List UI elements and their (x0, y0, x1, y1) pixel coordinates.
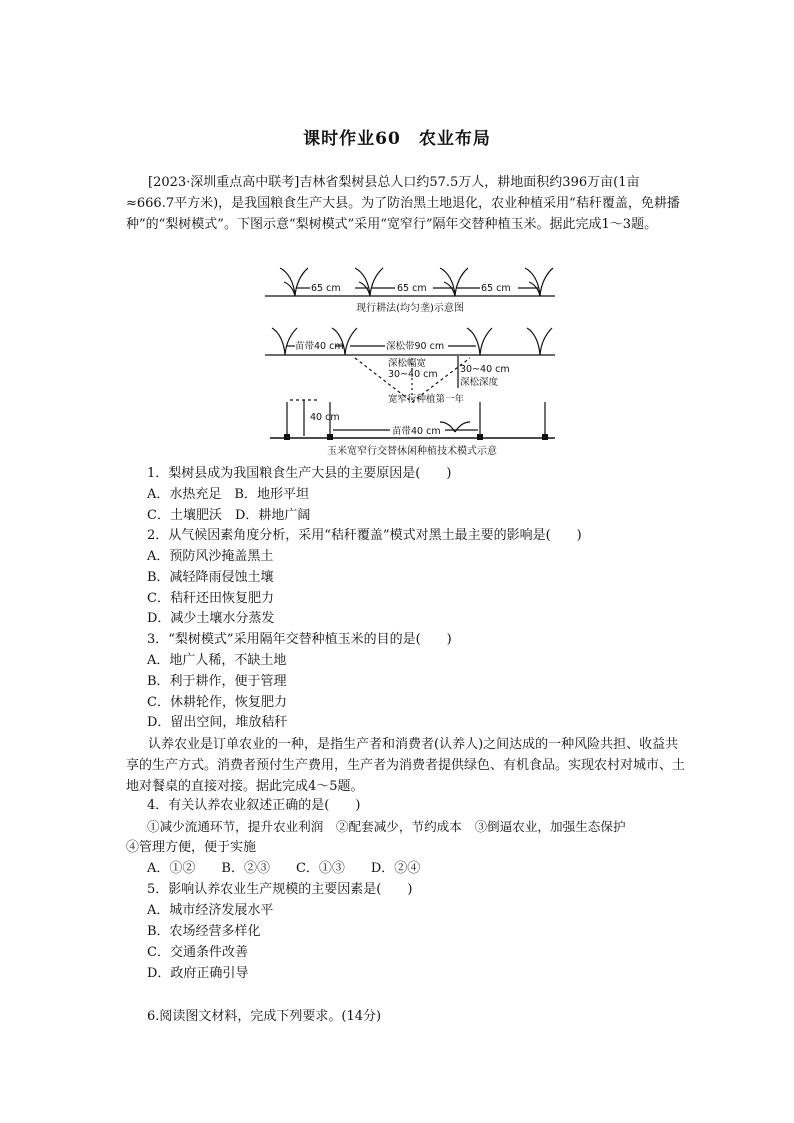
loosen-width-label: 深松幅宽 (388, 358, 427, 369)
question-4-statement-4: ④管理方便，便于实施 (126, 840, 257, 855)
question-3-option-d: D．留出空间，堆放秸秆 (147, 715, 288, 730)
distance-label: 65 cm (481, 283, 511, 294)
intro-paragraph-1: [2023·深圳重点高中联考]吉林省梨树县总人口约57.5万人，耕地面积约396万亩(1亩≈666.7平方米)，是我国粮食生产大县。为了防治黑土地退化，农业种植采用“秸秆覆盖，免耕播种”的“梨树模式”。下图示意“梨树模式”采用“宽窄行”隔年交替种植玉米。据此完成1～3题。 (126, 175, 680, 232)
question-5-stem: 5．影响认养农业生产规模的主要因素是( ) (147, 882, 413, 897)
question-2-option-b: B．减轻降雨侵蚀土壤 (147, 570, 274, 585)
question-2-option-c: C．秸秆还田恢复肥力 (147, 591, 274, 606)
question-5-option-b: B．农场经营多样化 (147, 924, 261, 939)
page-title: 课时作业60 农业布局 (303, 129, 491, 149)
question-1-options-ab: A．水热充足 B．地形平坦 (147, 487, 309, 502)
first-year-label: 宽窄行种植第一年 (388, 394, 465, 405)
question-3-stem: 3．“梨树模式”采用隔年交替种植玉米的目的是( ) (147, 632, 452, 647)
corn-plant-icon (525, 268, 553, 296)
bottom-caption: 玉米宽窄行交替休闲种植技术模式示意 (327, 446, 497, 457)
question-5-option-d: D．政府正确引导 (147, 966, 249, 981)
question-1-options-cd: C．土壤肥沃 D．耕地广阔 (147, 508, 311, 523)
question-1-stem: 1．梨树县成为我国粮食生产大县的主要原因是( ) (147, 466, 452, 481)
question-4-choices: A．①② B．②③ C．①③ D．②④ (147, 861, 421, 876)
depth-label: 深松深度 (460, 377, 499, 388)
corn-plant-icon (440, 268, 468, 296)
question-4-statements: ①减少流通环节，提升农业利润 ②配套减少，节约成本 ③倒逼农业，加强生态保护 (147, 819, 626, 834)
height-label: 40 cm (310, 412, 340, 423)
corn-plant-icon (527, 328, 552, 355)
question-2-option-a: A．预防风沙掩盖黑土 (147, 549, 274, 564)
question-2-option-d: D．减少土壤水分蒸发 (147, 611, 275, 626)
corn-planting-diagram (0, 260, 794, 460)
question-3-option-b: B．利于耕作，便于管理 (147, 674, 287, 689)
loosen-band-label: 深松带90 cm (386, 341, 445, 352)
distance-label: 65 cm (397, 283, 427, 294)
question-3-option-c: C．休耕轮作，恢复肥力 (147, 695, 287, 710)
question-5-option-c: C．交通条件改善 (147, 945, 248, 960)
seedling-band-label: 苗带40 cm (295, 341, 344, 352)
question-3-option-a: A．地广人稀，不缺土地 (147, 653, 287, 668)
loosen-width-value: 30~40 cm (388, 369, 438, 380)
corn-plant-icon (355, 268, 383, 296)
depth-value: 30~40 cm (460, 364, 510, 375)
question-5-option-a: A．城市经济发展水平 (147, 903, 274, 918)
distance-label: 65 cm (311, 283, 341, 294)
corn-plant-icon (467, 328, 492, 355)
seedling-band-label-2: 苗带40 cm (392, 426, 441, 437)
corn-plant-icon (272, 328, 297, 355)
question-4-stem: 4．有关认养农业叙述正确的是( ) (147, 798, 361, 813)
question-2-stem: 2．从气候因素角度分析，采用“秸秆覆盖”模式对黑土最主要的影响是( ) (147, 528, 582, 543)
intro-paragraph-2: 认养农业是订单农业的一种，是指生产者和消费者(认养人)之间达成的一种风险共担、收益共享的生产方式。消费者预付生产费用，生产者为消费者提供绿色、有机食品。实现农村对城市、土地对餐桌的直接对接。据此完成4～5题。 (126, 737, 686, 794)
corn-plant-icon (280, 268, 308, 296)
question-6-stem: 6.阅读图文材料，完成下列要求。(14分) (147, 1009, 382, 1024)
top-caption: 现行耕法(均匀垄)示意图 (356, 303, 464, 314)
